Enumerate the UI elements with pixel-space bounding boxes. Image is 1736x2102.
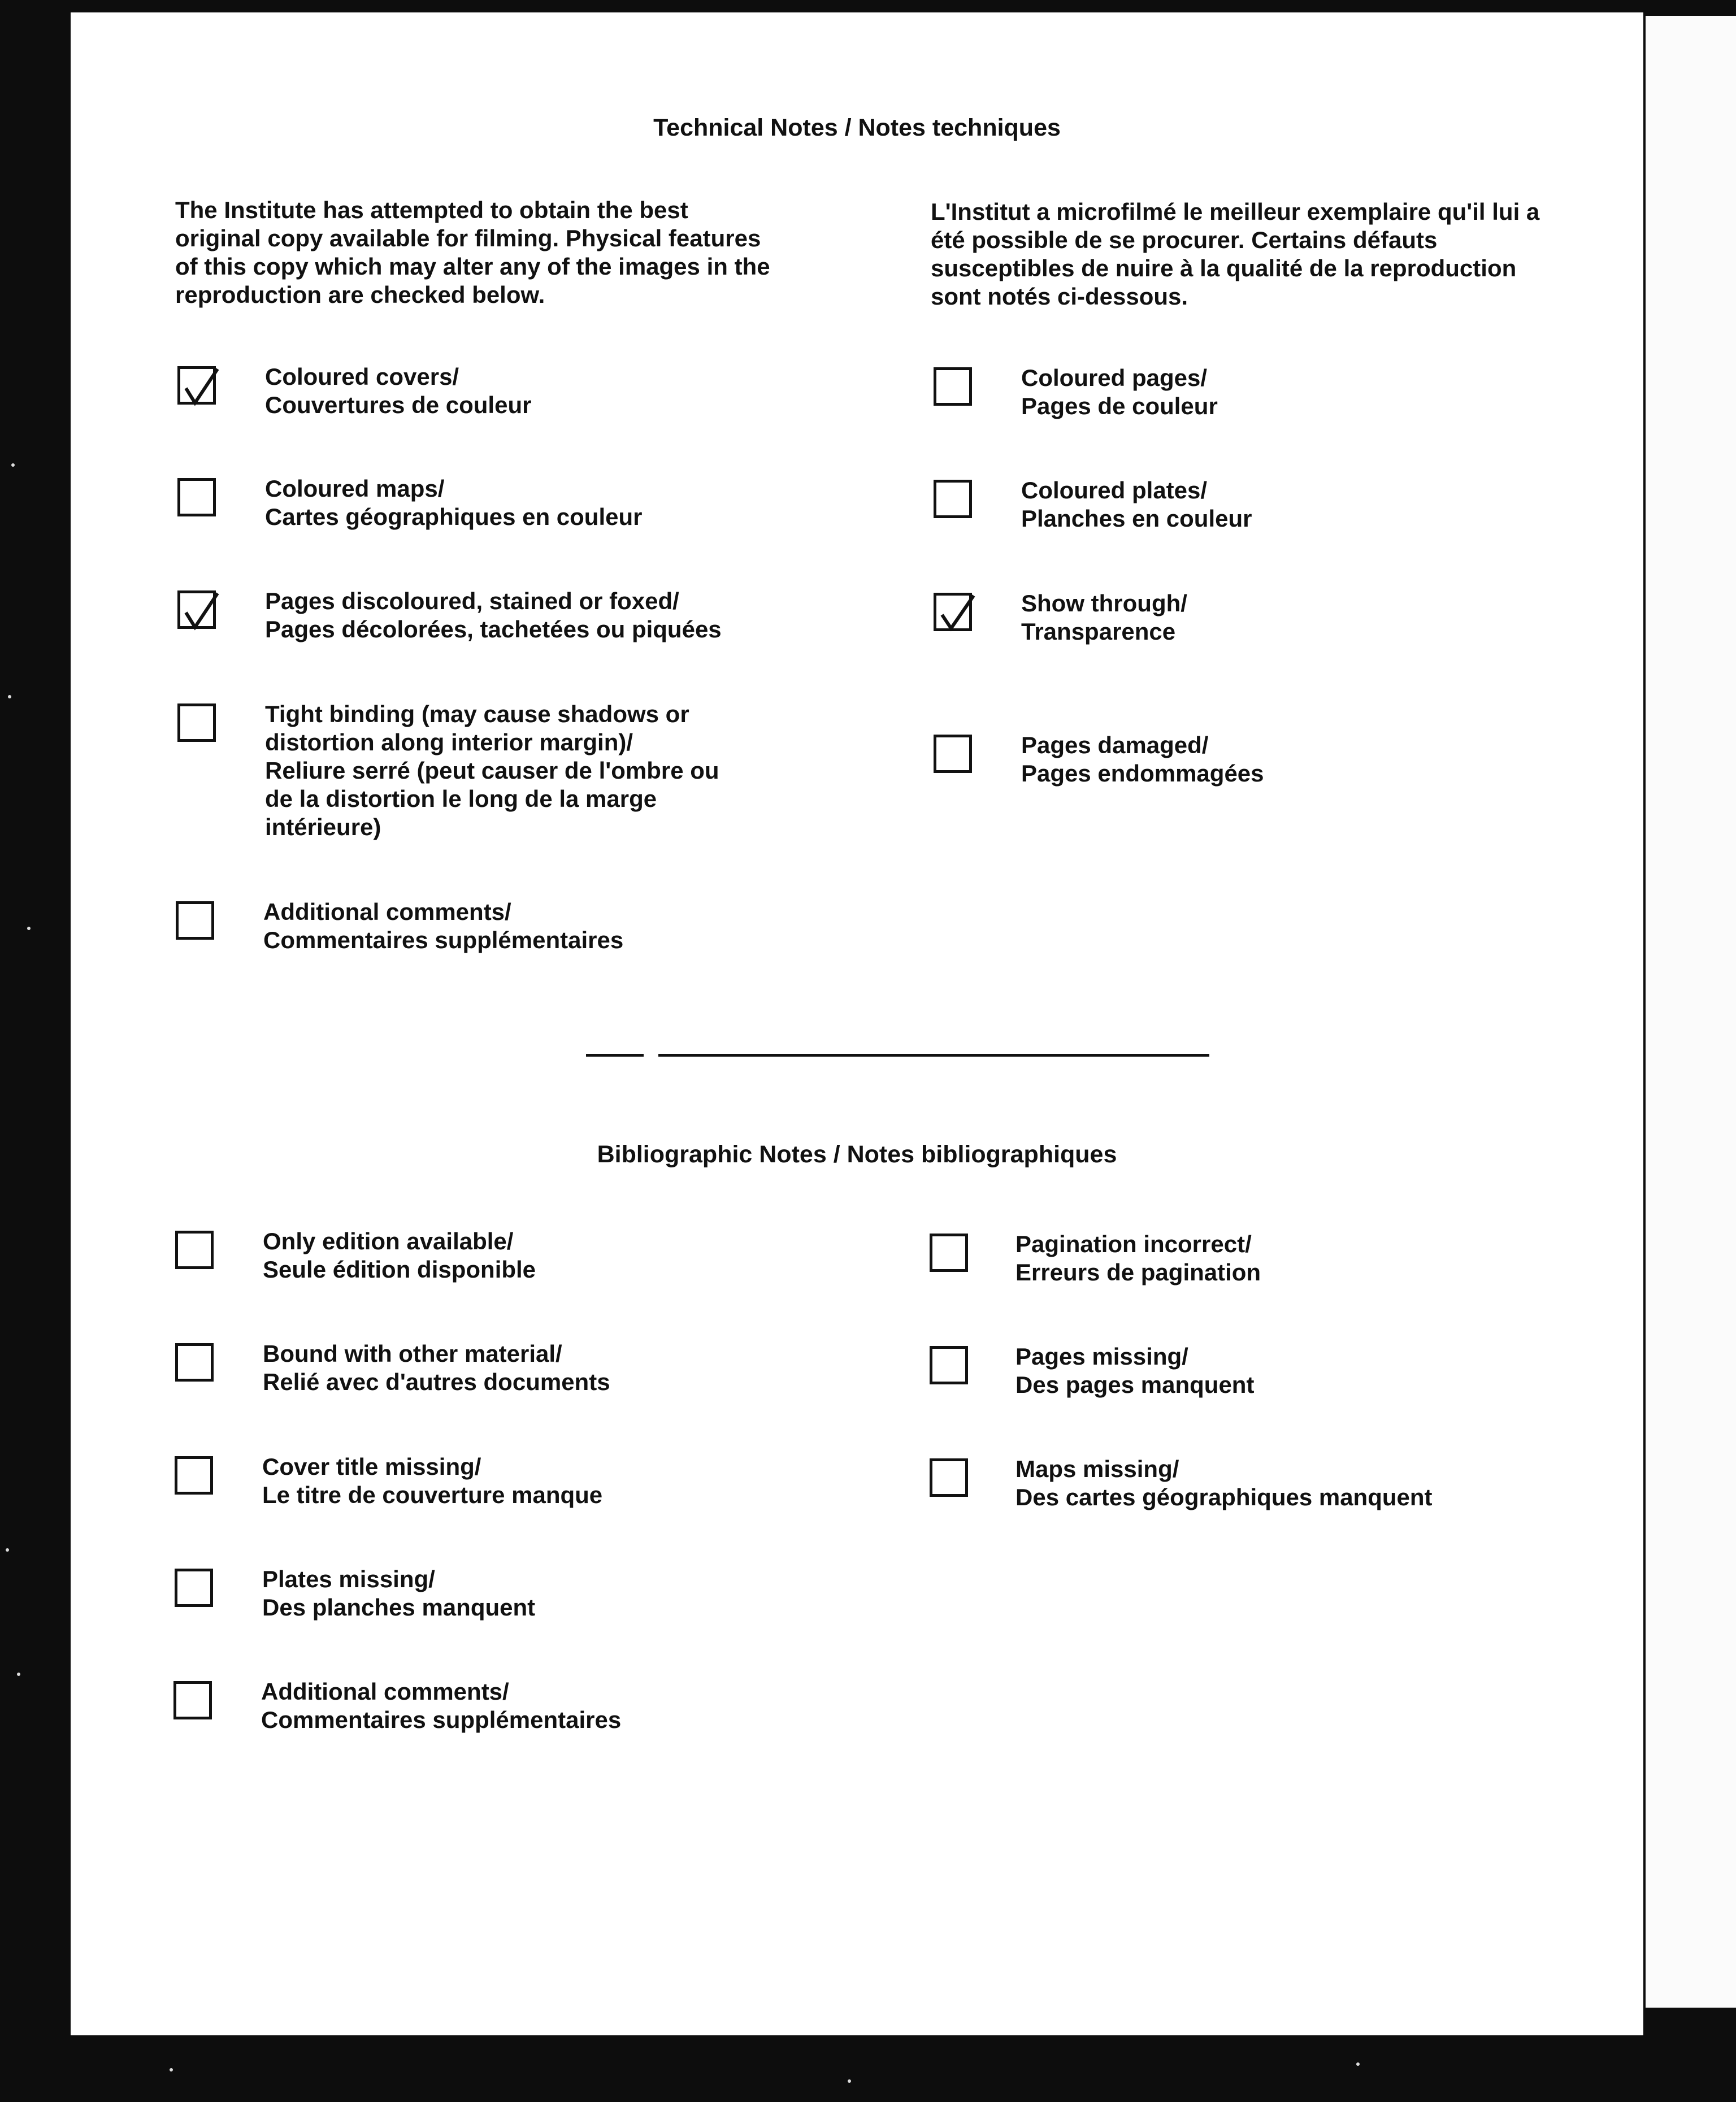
label-en: Additional comments/ — [263, 898, 511, 925]
label-en: Additional comments/ — [261, 1678, 509, 1705]
label-fr: Seule édition disponible — [263, 1256, 536, 1283]
label-en: Maps missing/ — [1015, 1456, 1179, 1482]
checkbox-tech-additional-comments[interactable] — [176, 901, 214, 940]
label-en: Pages missing/ — [1015, 1343, 1188, 1370]
checkbox-maps-missing[interactable] — [930, 1458, 968, 1497]
label-fr: Erreurs de pagination — [1015, 1259, 1261, 1285]
label-fr: Le titre de couverture manque — [262, 1482, 603, 1508]
label-fr: Commentaires supplémentaires — [263, 927, 624, 953]
label-en: Pages discoloured, stained or foxed/ — [265, 588, 679, 614]
label-fr: Pages décolorées, tachetées ou piquées — [265, 616, 722, 642]
label-en: Only edition available/ — [263, 1228, 514, 1254]
checkbox-pages-missing[interactable] — [930, 1346, 968, 1384]
checkbox-only-edition[interactable] — [175, 1231, 214, 1269]
label-en-2: distortion along interior margin)/ — [265, 729, 633, 755]
label-en: Pages damaged/ — [1021, 732, 1209, 758]
label-fr: Transparence — [1021, 618, 1176, 645]
label-fr: Planches en couleur — [1021, 505, 1252, 532]
label-fr-2: de la distortion le long de la marge — [265, 785, 657, 812]
label-fr: Relié avec d'autres documents — [263, 1369, 610, 1395]
checkbox-plates-missing[interactable] — [175, 1569, 213, 1607]
checkbox-pages-damaged[interactable] — [934, 735, 972, 773]
checkbox-bound-with[interactable] — [175, 1343, 214, 1382]
checkbox-tight-binding[interactable] — [177, 703, 216, 742]
technical-intro-fr: L'Institut a microfilmé le meilleur exemplaire qu'il lui a été possible de se procurer. Certains défauts susceptibles de nuire à la qualité de la reproduction sont notés ci-dessous. — [931, 198, 1540, 310]
checkbox-coloured-plates[interactable] — [934, 480, 972, 518]
adjacent-page-edge — [1646, 16, 1736, 2008]
technical-notes-title: Technical Notes / Notes techniques — [653, 114, 1061, 141]
label-fr-3: intérieure) — [265, 814, 381, 840]
bibliographic-notes-title: Bibliographic Notes / Notes bibliographiques — [597, 1141, 1117, 1168]
label-en: Plates missing/ — [262, 1566, 435, 1592]
label-en: Coloured pages/ — [1021, 364, 1208, 391]
technical-intro-en: The Institute has attempted to obtain the best original copy available for filming. Physical features of this copy which may alter any of the images in the reproduction are checked below. — [175, 197, 770, 308]
label-fr: Pages endommagées — [1021, 760, 1264, 787]
checkbox-coloured-maps[interactable] — [177, 478, 216, 516]
divider-short — [586, 1054, 644, 1057]
checkbox-coloured-pages[interactable] — [934, 367, 972, 406]
label-en: Show through/ — [1021, 590, 1187, 616]
label-fr: Cartes géographiques en couleur — [265, 503, 643, 530]
label-fr: Couvertures de couleur — [265, 392, 532, 418]
checkmark-icon — [939, 592, 977, 634]
label-fr: Pages de couleur — [1021, 393, 1218, 419]
checkmark-icon — [183, 366, 221, 407]
label-en: Pagination incorrect/ — [1015, 1231, 1252, 1257]
document-page — [71, 12, 1643, 2035]
label-en: Coloured covers/ — [265, 363, 459, 390]
label-fr: Des planches manquent — [262, 1594, 536, 1621]
checkbox-cover-title-missing[interactable] — [175, 1456, 213, 1495]
checkbox-bib-additional-comments[interactable] — [173, 1681, 212, 1719]
label-en: Tight binding (may cause shadows or — [265, 701, 689, 727]
checkmark-icon — [183, 590, 221, 632]
label-en: Cover title missing/ — [262, 1453, 481, 1480]
scan-border-bottom — [0, 2039, 1736, 2102]
divider-long — [658, 1054, 1209, 1057]
checkbox-coloured-covers[interactable] — [177, 366, 216, 405]
checkbox-show-through[interactable] — [934, 593, 972, 631]
label-en: Coloured maps/ — [265, 475, 445, 502]
label-fr: Des pages manquent — [1015, 1371, 1255, 1398]
label-fr: Reliure serré (peut causer de l'ombre ou — [265, 757, 719, 784]
label-en: Bound with other material/ — [263, 1340, 562, 1367]
checkbox-pages-discoloured[interactable] — [177, 590, 216, 629]
label-fr: Commentaires supplémentaires — [261, 1706, 622, 1733]
checkbox-pagination-incorrect[interactable] — [930, 1234, 968, 1272]
label-en: Coloured plates/ — [1021, 477, 1208, 503]
label-fr: Des cartes géographiques manquent — [1015, 1484, 1433, 1510]
